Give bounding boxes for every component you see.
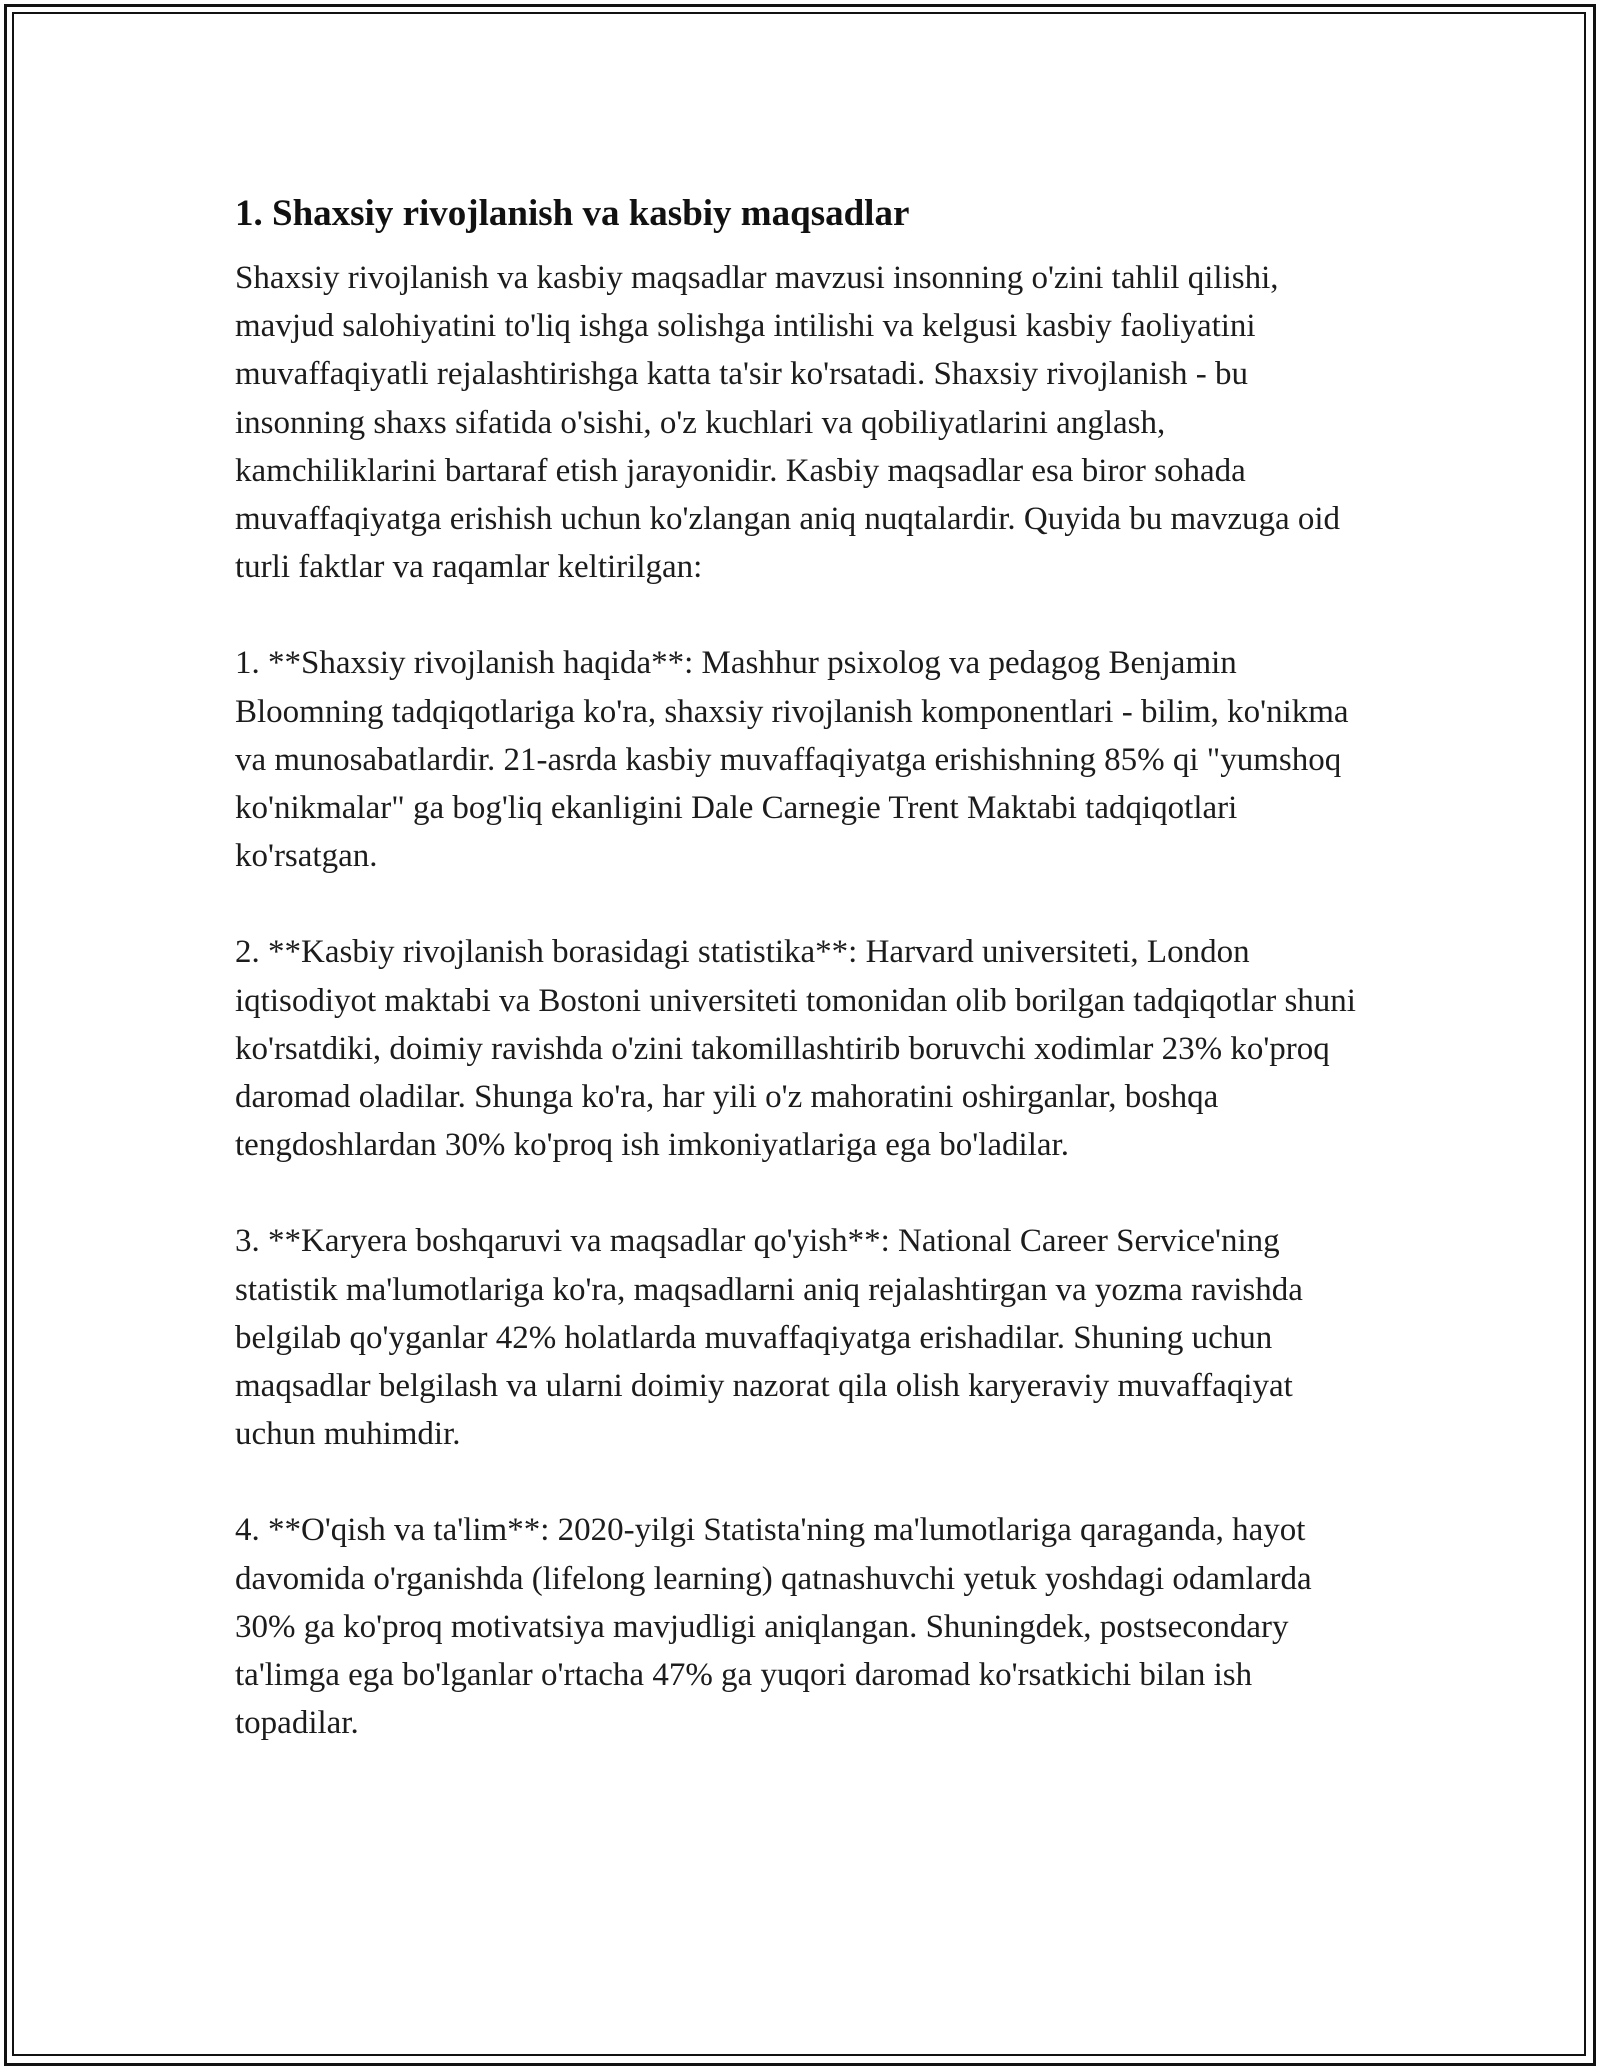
intro-paragraph: Shaxsiy rivojlanish va kasbiy maqsadlar mavzusi insonning o'zini tahlil qilishi, mavjud salohiyatini to'liq ishga solishga intilishi va kelgusi kasbiy faoliyatini muvaffaqiyatli rejalashtirishga katta ta'sir ko'rsatadi. Shaxsiy rivojlanish - bu insonning shaxs sifatida o'sishi, o'z kuchlari va qobiliyatlarini anglash, kamchiliklarini bartaraf etish jarayonidir. Kasbiy maqsadlar esa biror sohada muvaffaqiyatga erishish uchun ko'zlangan aniq nuqtalardir. Quyida bu mavzuga oid turli faktlar va raqamlar keltirilgan:: [235, 260, 1341, 586]
fact-paragraph-personal-development: 1. **Shaxsiy rivojlanish haqida**: Mashhur psixolog va pedagog Benjamin Bloomning tadqiqotlariga ko'ra, shaxsiy rivojlanish komponentlari - bilim, ko'nikma va munosabatlardir. 21-asrda kasbiy muvaffaqiyatga erishishning 85% qi "yumshoq ko'nikmalar" ga bog'liq ekanligini Dale Carnegie Trent Maktabi tadqiqotlari ko'rsatgan.: [235, 645, 1349, 875]
document-body: [235, 186, 1375, 1747]
section-heading: 1. Shaxsiy rivojlanish va kasbiy maqsadlar: [235, 193, 910, 234]
fact-paragraph-career-goals: 3. **Karyera boshqaruvi va maqsadlar qo'yish**: National Career Service'ning statistik ma'lumotlariga ko'ra, maqsadlarni aniq rejalashtirgan va yozma ravishda belgilab qo'yganlar 42% holatlarda muvaffaqiyatga erishadilar. Shuning uchun maqsadlar belgilash va ularni doimiy nazorat qila olish karyeraviy muvaffaqiyat uchun muhimdir.: [235, 1223, 1303, 1453]
fact-paragraph-education: 4. **O'qish va ta'lim**: 2020-yilgi Statista'ning ma'lumotlariga qaraganda, hayot davomida o'rganishda (lifelong learning) qatnashuvchi yetuk yoshdagi odamlarda 30% ga ko'proq motivatsiya mavjudligi aniqlangan. Shuningdek, postsecondary ta'limga ega bo'lganlar o'rtacha 47% ga yuqori daromad ko'rsatkichi bilan ish topadilar.: [235, 1512, 1312, 1742]
fact-paragraph-career-statistics: 2. **Kasbiy rivojlanish borasidagi statistika**: Harvard universiteti, London iqtisodiyot maktabi va Bostoni universiteti tomonidan olib borilgan tadqiqotlar shuni ko'rsatdiki, doimiy ravishda o'zini takomillashtirib boruvchi xodimlar 23% ko'proq daromad oladilar. Shunga ko'ra, har yili o'z mahoratini oshirganlar, boshqa tengdoshlardan 30% ko'proq ish imkoniyatlariga ega bo'ladilar.: [235, 934, 1356, 1164]
